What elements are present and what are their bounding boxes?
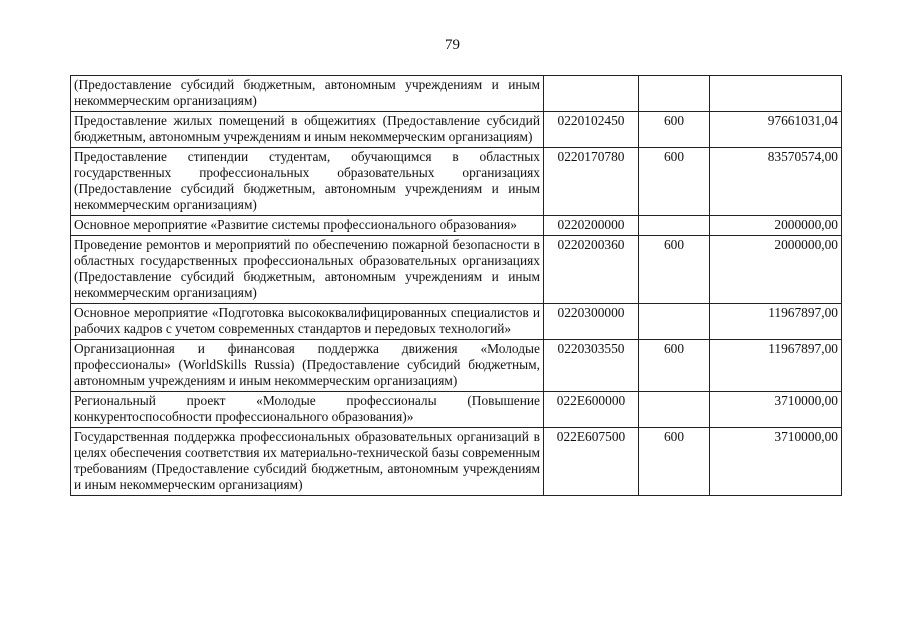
target-code-cell: 0220300000 — [544, 304, 639, 340]
amount-cell: 11967897,00 — [710, 340, 842, 392]
table-row — [71, 76, 842, 112]
expense-name-cell: Основное мероприятие «Развитие системы профессионального образования» — [71, 216, 544, 236]
target-code-cell: 0220102450 — [544, 112, 639, 148]
amount-cell: 2000000,00 — [710, 216, 842, 236]
target-code-cell: 0220200360 — [544, 236, 639, 304]
expense-name-cell: (Предоставление субсидий бюджетным, автономным учреждениям и иным некоммерческим организациям) — [71, 76, 544, 112]
amount-cell: 83570574,00 — [710, 148, 842, 216]
table-row — [71, 236, 842, 304]
expense-name-cell: Предоставление стипендии студентам, обучающимся в областных государственных профессиональных образовательных организациях (Предоставление субсидий бюджетным, автономным учреждениям и иным некоммерческим организациям) — [71, 148, 544, 216]
expense-name-cell: Организационная и финансовая поддержка движения «Молодые профессионалы» (WorldSkills Russia) (Предоставление субсидий бюджетным, автономным учреждениям и иным некоммерческим организациям) — [71, 340, 544, 392]
expense-kind-cell: 600 — [639, 428, 710, 496]
amount-cell: 3710000,00 — [710, 392, 842, 428]
table-row — [71, 148, 842, 216]
table-row — [71, 304, 842, 340]
page-number: 79 — [445, 37, 460, 53]
target-code-cell — [544, 76, 639, 112]
expense-name-cell: Проведение ремонтов и мероприятий по обеспечению пожарной безопасности в областных государственных профессиональных образовательных организациях (Предоставление субсидий бюджетным, автономным учреждениям и иным некоммерческим организациям) — [71, 236, 544, 304]
amount-cell: 3710000,00 — [710, 428, 842, 496]
target-code-cell: 0220200000 — [544, 216, 639, 236]
expense-kind-cell — [639, 76, 710, 112]
table-row — [71, 392, 842, 428]
amount-cell: 2000000,00 — [710, 236, 842, 304]
target-code-cell: 0220170780 — [544, 148, 639, 216]
budget-table-body — [71, 76, 842, 496]
amount-cell — [710, 76, 842, 112]
expense-kind-cell — [639, 392, 710, 428]
budget-table — [70, 75, 842, 496]
expense-name-cell: Региональный проект «Молодые профессионалы (Повышение конкурентоспособности профессионального образования)» — [71, 392, 544, 428]
expense-kind-cell: 600 — [639, 236, 710, 304]
target-code-cell: 022E600000 — [544, 392, 639, 428]
expense-kind-cell — [639, 304, 710, 340]
table-row — [71, 112, 842, 148]
expense-kind-cell: 600 — [639, 340, 710, 392]
target-code-cell: 0220303550 — [544, 340, 639, 392]
expense-kind-cell: 600 — [639, 112, 710, 148]
expense-name-cell: Государственная поддержка профессиональных образовательных организаций в целях обеспечения соответствия их материально-технической базы современным требованиям (Предоставление субсидий бюджетным, автономным учреждениям и иным некоммерческим организациям) — [71, 428, 544, 496]
expense-kind-cell: 600 — [639, 148, 710, 216]
target-code-cell: 022E607500 — [544, 428, 639, 496]
expense-kind-cell — [639, 216, 710, 236]
amount-cell: 97661031,04 — [710, 112, 842, 148]
expense-name-cell: Основное мероприятие «Подготовка высококвалифицированных специалистов и рабочих кадров с учетом современных стандартов и передовых технологий» — [71, 304, 544, 340]
amount-cell: 11967897,00 — [710, 304, 842, 340]
table-row — [71, 340, 842, 392]
table-row — [71, 428, 842, 496]
expense-name-cell: Предоставление жилых помещений в общежитиях (Предоставление субсидий бюджетным, автономным учреждениям и иным некоммерческим организациям) — [71, 112, 544, 148]
table-row — [71, 216, 842, 236]
